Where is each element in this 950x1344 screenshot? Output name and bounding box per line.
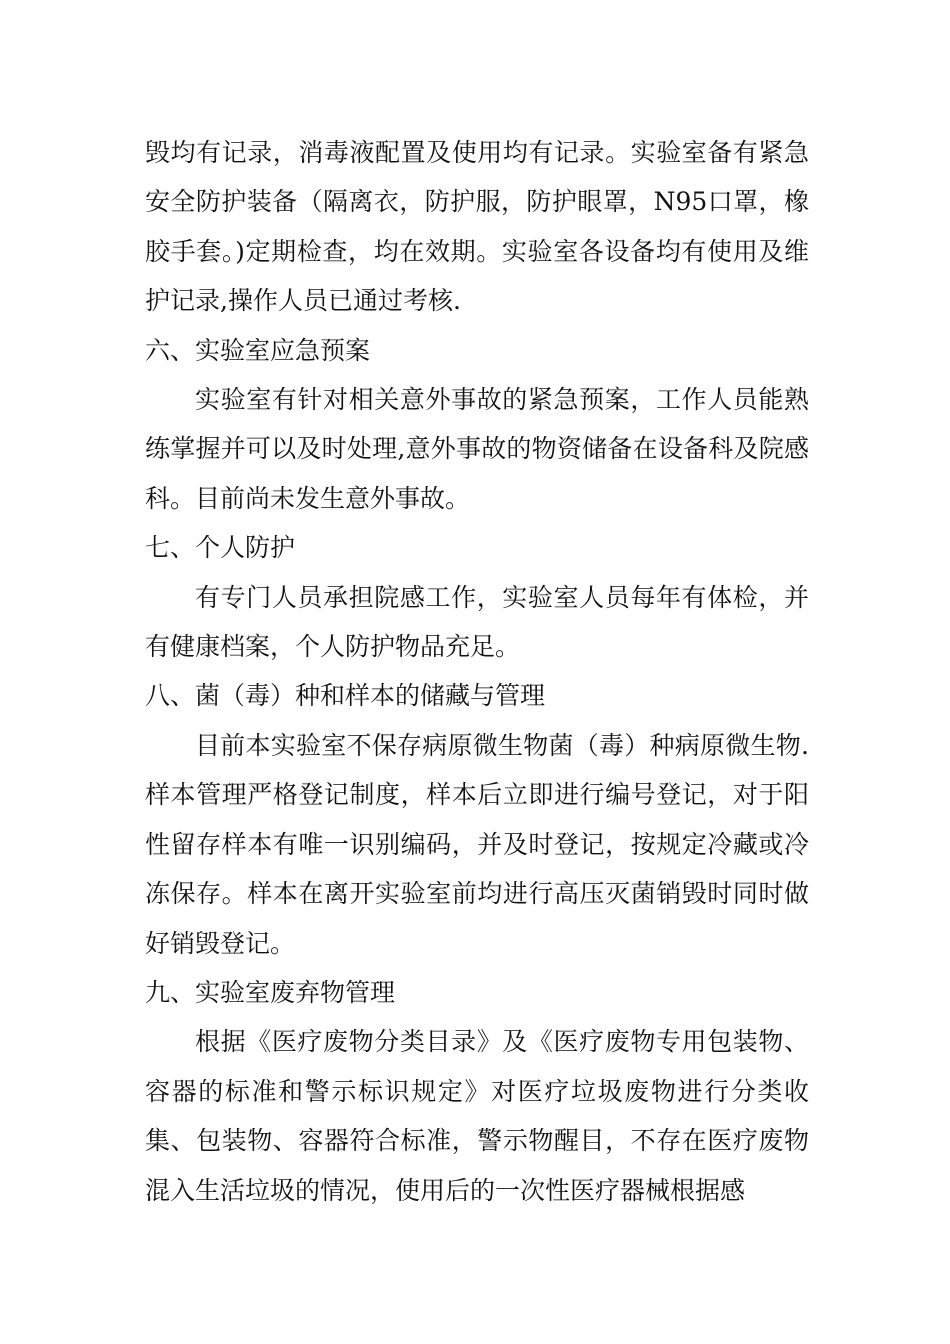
paragraph-continued: 毁均有记录，消毒液配置及使用均有记录。实验室备有紧急安全防护装备（隔离衣，防护服，防护眼罩，N95口罩，橡胶手套。)定期检查，均在效期。实验室各设备均有使用及维护记录,操作人员已通过考核. <box>145 138 809 316</box>
paragraph-waste-management: 根据《医疗废物分类目录》及《医疗废物专用包装物、容器的标准和警示标识规定》对医疗垃圾废物进行分类收集、包装物、容器符合标准，警示物醒目，不存在医疗废物混入生活垃圾的情况，使用后的一次性医疗器械根据感 <box>145 1027 809 1205</box>
paragraph-personal-protection: 有专门人员承担院感工作，实验室人员每年有体检，并有健康档案，个人防护物品充足。 <box>145 582 809 662</box>
paragraph-emergency-plan: 实验室有针对相关意外事故的紧急预案，工作人员能熟练掌握并可以及时处理,意外事故的物资储备在设备科及院感科。目前尚未发生意外事故。 <box>145 385 809 513</box>
document-body <box>145 128 809 1215</box>
section-heading-9: 九、实验室废弃物管理 <box>145 977 396 1007</box>
section-heading-7: 七、个人防护 <box>145 533 296 563</box>
section-heading-8: 八、菌（毒）种和样本的储藏与管理 <box>145 681 546 711</box>
section-heading-6: 六、实验室应急预案 <box>145 335 371 365</box>
paragraph-sample-storage: 目前本实验室不保存病原微生物菌（毒）种病原微生物.样本管理严格登记制度，样本后立即进行编号登记，对于阳性留存样本有唯一识别编码，并及时登记，按规定冷藏或冷冻保存。样本在离开实验室前均进行高压灭菌销毁时同时做好销毁登记。 <box>145 730 809 958</box>
